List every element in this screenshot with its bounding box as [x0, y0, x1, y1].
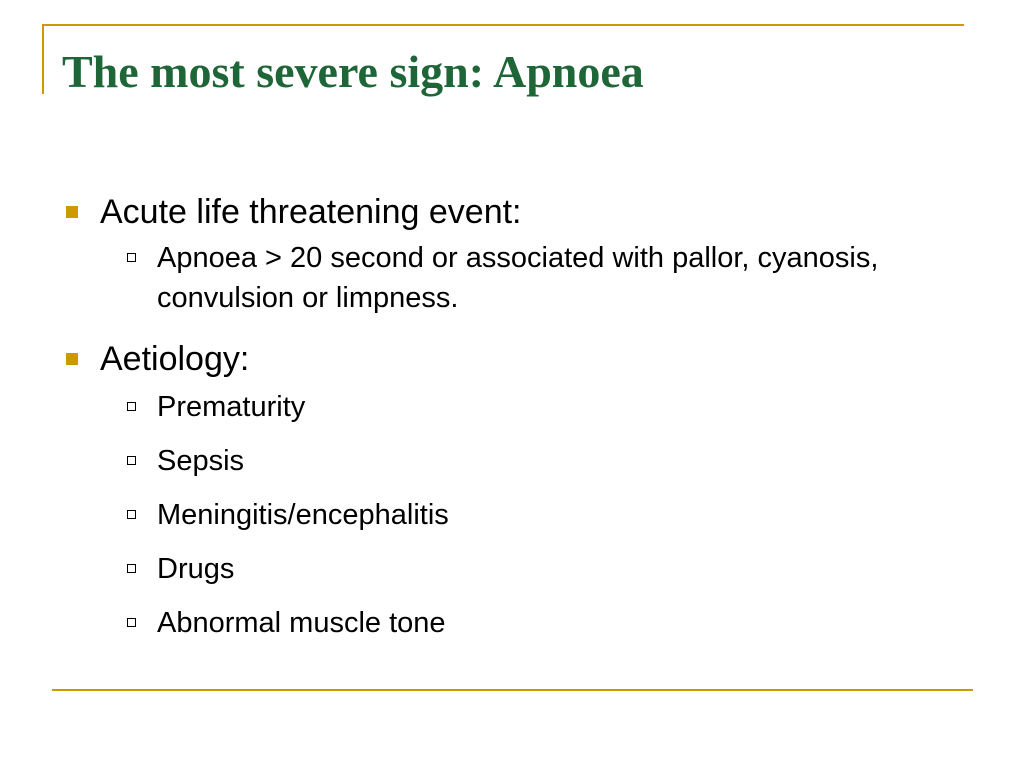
square-bullet-icon: [66, 206, 78, 218]
sub-bullet-text: Drugs: [157, 553, 235, 585]
sub-bullet-item: [62, 603, 962, 643]
bullet-text: Aetiology:: [100, 340, 250, 378]
hollow-square-bullet-icon: [127, 510, 136, 519]
bullet-text: Acute life threatening event:: [100, 193, 522, 231]
sub-bullet-text: Abnormal muscle tone: [157, 607, 446, 639]
sub-bullet-item: [62, 441, 962, 481]
square-bullet-icon: [66, 353, 78, 365]
sub-bullet-text: Apnoea > 20 second or associated with pallor, cyanosis, convulsion or limpness.: [157, 242, 879, 314]
sub-bullet-item: [62, 238, 962, 318]
slide-title: The most severe sign: Apnoea: [62, 46, 644, 97]
sub-bullet-item: [62, 387, 962, 427]
bottom-rule: [52, 689, 973, 691]
top-rule: [43, 24, 964, 26]
bullet-item: [62, 337, 962, 381]
hollow-square-bullet-icon: [127, 402, 136, 411]
bullet-content: [62, 190, 962, 643]
hollow-square-bullet-icon: [127, 253, 136, 262]
sub-bullet-item: [62, 495, 962, 535]
sub-bullet-item: [62, 549, 962, 589]
sub-bullet-text: Prematurity: [157, 391, 306, 423]
hollow-square-bullet-icon: [127, 456, 136, 465]
sub-bullet-list: [62, 387, 962, 643]
hollow-square-bullet-icon: [127, 618, 136, 627]
sub-bullet-list: [62, 238, 962, 318]
left-rule: [42, 24, 44, 94]
sub-bullet-text: Meningitis/encephalitis: [157, 499, 449, 531]
sub-bullet-text: Sepsis: [157, 445, 245, 477]
bullet-item: [62, 190, 962, 234]
hollow-square-bullet-icon: [127, 564, 136, 573]
